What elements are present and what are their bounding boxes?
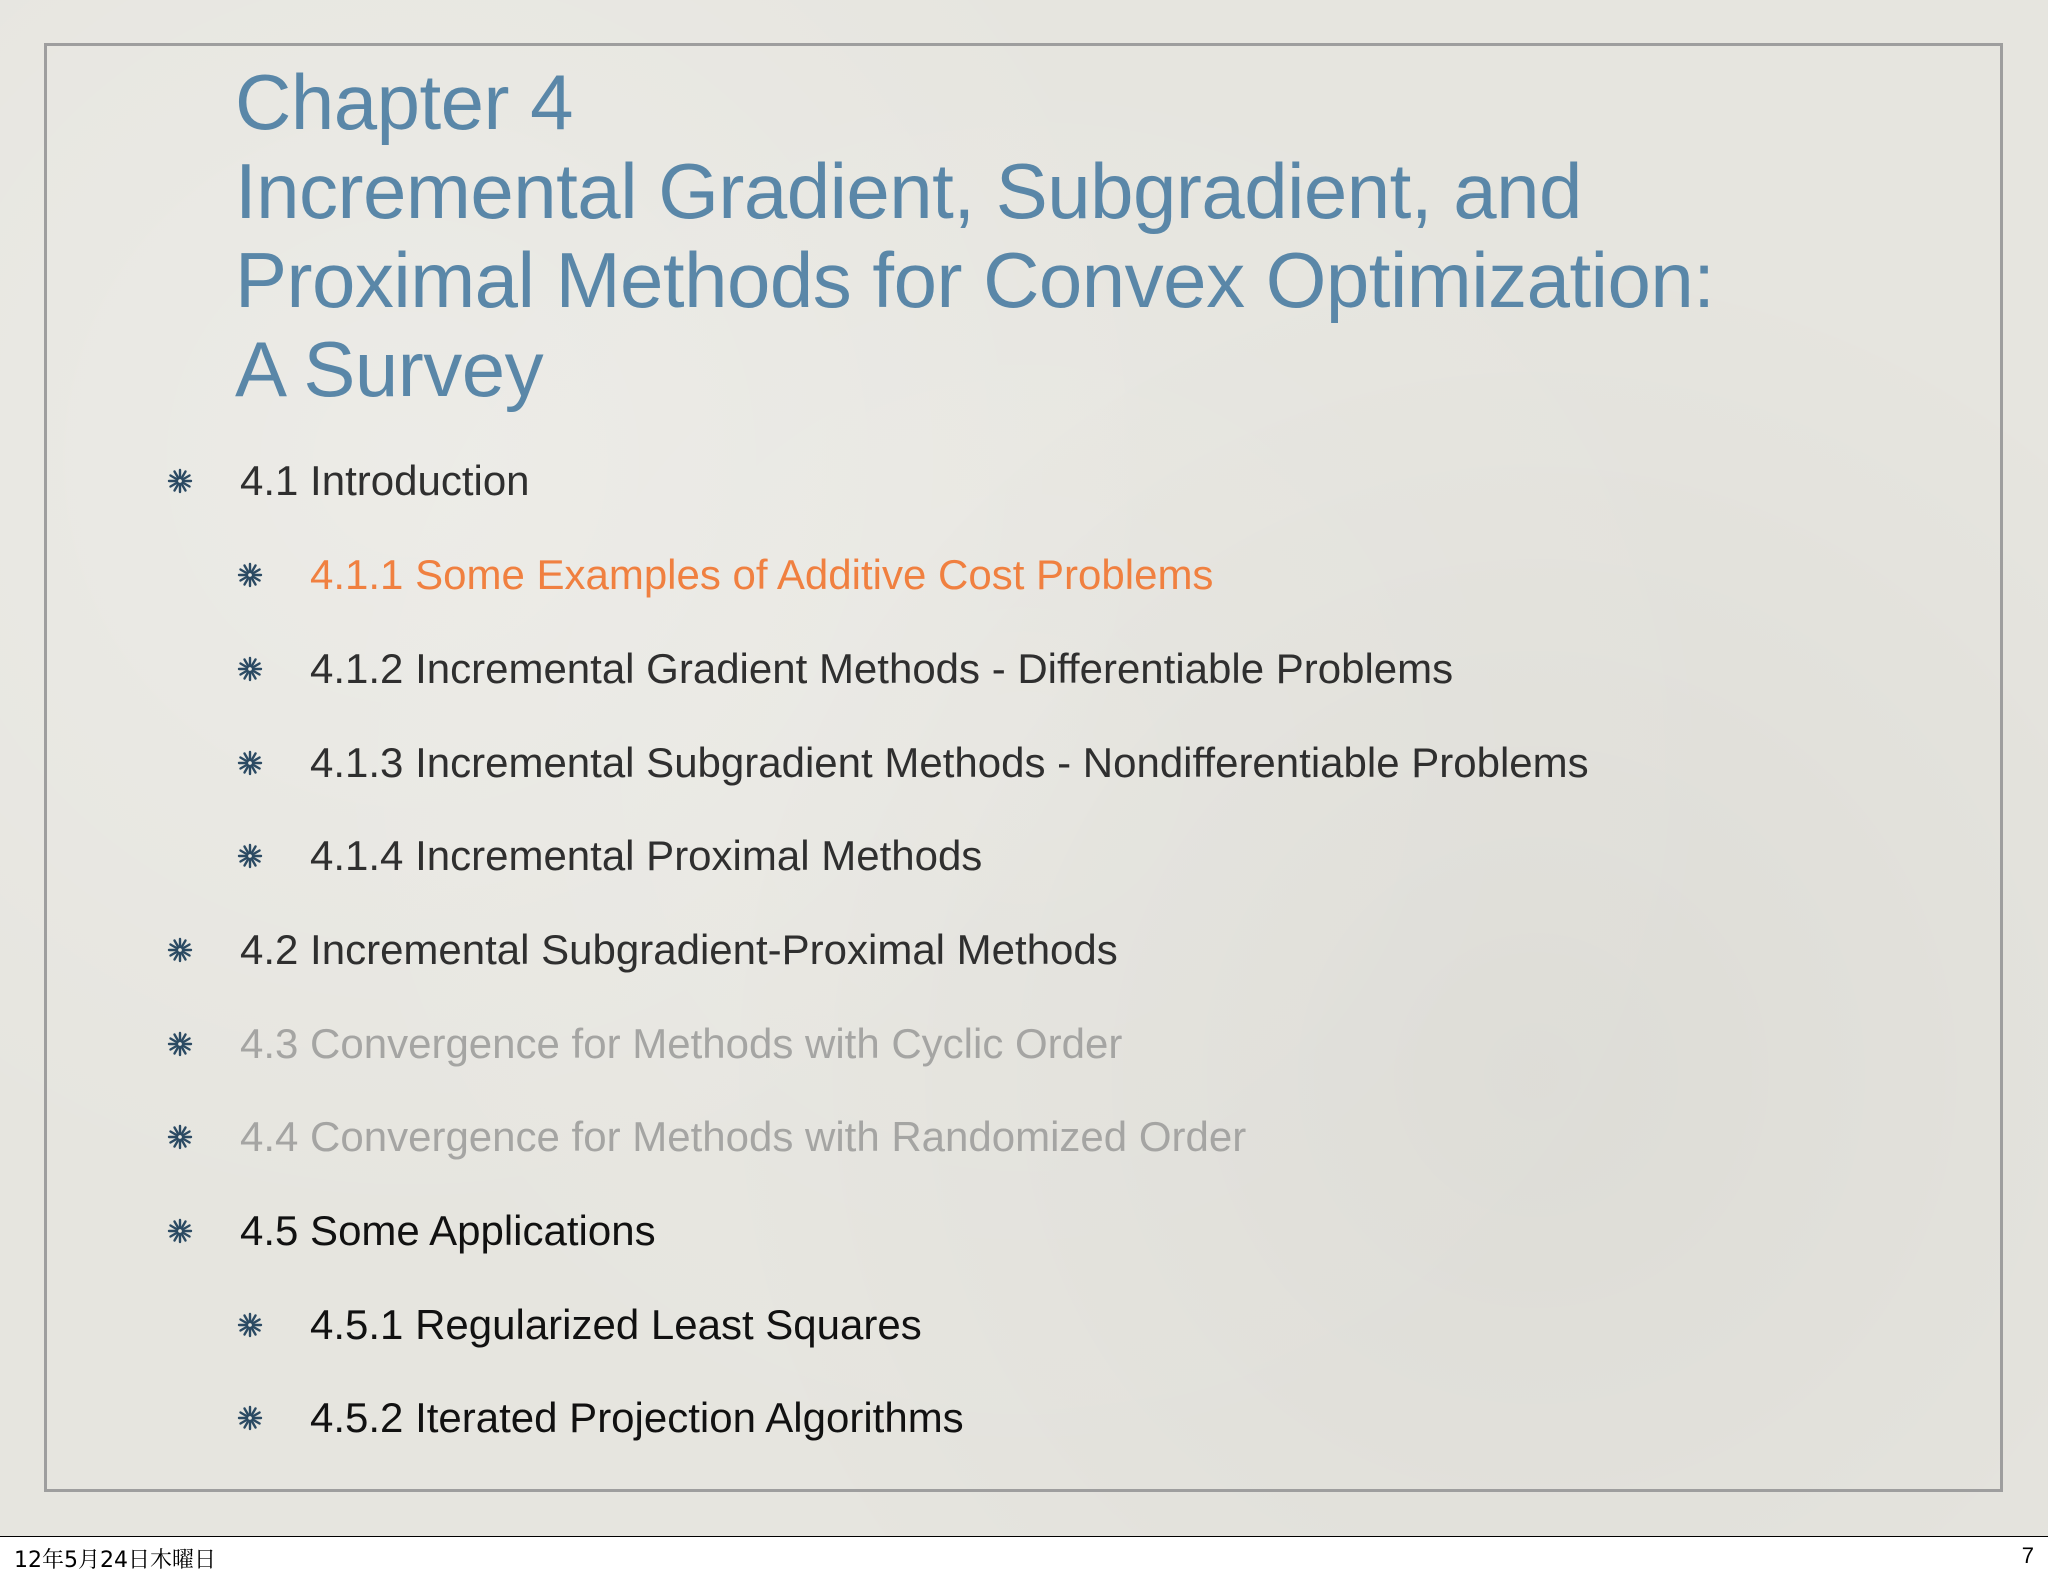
- list-item: [310, 545, 1213, 605]
- list-item: [240, 1201, 656, 1261]
- list-item: [310, 733, 1589, 793]
- list-item-text: 4.1 Introduction: [240, 457, 530, 504]
- asterisk-burst-icon: [167, 1218, 193, 1244]
- title-line: Proximal Methods for Convex Optimization:: [235, 236, 1715, 324]
- list-item: [310, 639, 1453, 699]
- list-item-text: 4.5.1 Regularized Least Squares: [310, 1301, 922, 1348]
- asterisk-burst-icon: [237, 1312, 263, 1338]
- list-item-text: 4.2 Incremental Subgradient-Proximal Methods: [240, 926, 1118, 973]
- list-item-text: 4.3 Convergence for Methods with Cyclic Order: [240, 1020, 1123, 1067]
- list-item: [240, 451, 530, 511]
- list-item-text: 4.5.2 Iterated Projection Algorithms: [310, 1394, 964, 1441]
- asterisk-burst-icon: [237, 750, 263, 776]
- title-line: Chapter 4: [235, 58, 574, 146]
- asterisk-burst-icon: [237, 1405, 263, 1431]
- asterisk-burst-icon: [167, 1031, 193, 1057]
- footer-date: 12年5月24日木曜日: [14, 1548, 216, 1573]
- list-item: [310, 1295, 922, 1355]
- asterisk-burst-icon: [167, 1124, 193, 1150]
- asterisk-burst-icon: [237, 656, 263, 682]
- asterisk-burst-icon: [237, 562, 263, 588]
- footer: [0, 1536, 2048, 1576]
- page-number: 7: [2021, 1543, 2034, 1568]
- list-item-text: 4.4 Convergence for Methods with Randomized Order: [240, 1113, 1247, 1160]
- asterisk-burst-icon: [237, 843, 263, 869]
- slide-title: [235, 58, 1935, 414]
- list-item-text: 4.1.4 Incremental Proximal Methods: [310, 832, 983, 879]
- asterisk-burst-icon: [167, 937, 193, 963]
- title-line: A Survey: [235, 325, 544, 413]
- list-item-text: 4.5 Some Applications: [240, 1207, 656, 1254]
- list-item-text: 4.1.1 Some Examples of Additive Cost Problems: [310, 551, 1214, 598]
- list-item: [240, 920, 1118, 980]
- list-item-text: 4.1.3 Incremental Subgradient Methods - Nondifferentiable Problems: [310, 739, 1589, 786]
- list-item-text: 4.1.2 Incremental Gradient Methods - Differentiable Problems: [310, 645, 1454, 692]
- title-line: Incremental Gradient, Subgradient, and: [235, 147, 1582, 235]
- list-item: [310, 1388, 964, 1448]
- asterisk-burst-icon: [167, 468, 193, 494]
- list-item: [240, 1107, 1246, 1167]
- list-item: [310, 826, 982, 886]
- list-item: [240, 1014, 1122, 1074]
